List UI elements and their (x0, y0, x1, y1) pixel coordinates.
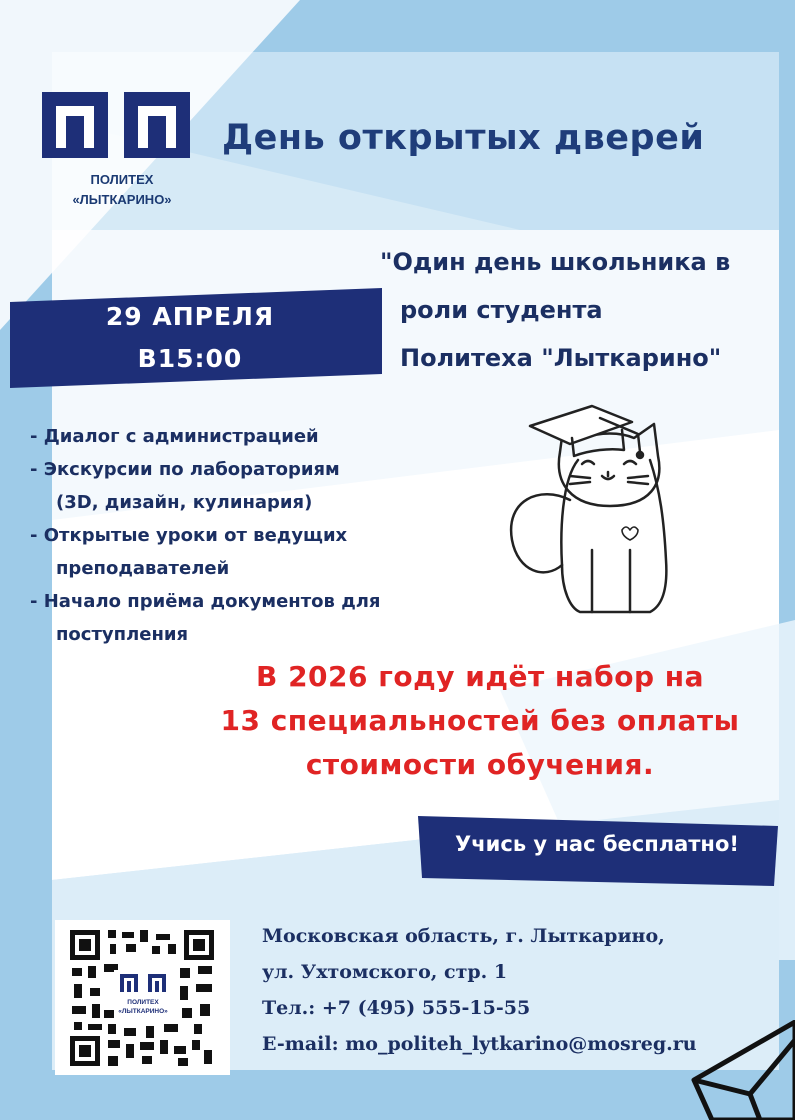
list-item: - Диалог с администрацией (30, 426, 319, 447)
quote-line1: "Один день школьника в (380, 248, 731, 276)
list-item: - Экскурсии по лабораториям (30, 459, 340, 480)
list-item: преподавателей (56, 558, 230, 579)
quote-line2: роли студента (400, 296, 603, 324)
graduation-cap-icon (530, 406, 643, 458)
event-day: 29 АПРЕЛЯ (105, 302, 275, 331)
address-line1: Московская область, г. Лыткарино, (262, 925, 665, 947)
list-item: - Начало приёма документов для (30, 591, 381, 612)
cube-decoration (690, 1020, 795, 1120)
qr-caption-line2: «ЛЫТКАРИНО» (118, 1008, 168, 1015)
quote-line3: Политеха "Лыткарино" (400, 344, 722, 372)
logo-caption (32, 170, 212, 210)
promo-line1: В 2026 году идёт набор на (255, 660, 704, 693)
event-date (70, 296, 310, 380)
list-item: поступления (56, 624, 189, 645)
cat-graduate-illustration (500, 400, 680, 620)
logo-caption-line1: ПОЛИТЕХ (90, 172, 154, 187)
list-item: - Открытые уроки от ведущих (30, 525, 348, 546)
phone-number: Тел.: +7 (495) 555-15-55 (262, 997, 531, 1019)
address-line2: ул. Ухтомского, стр. 1 (262, 961, 508, 983)
promo-line2: 13 специальностей без оплаты (220, 704, 740, 737)
event-time: В15:00 (137, 344, 243, 373)
cta-text: Учись у нас бесплатно! (455, 832, 739, 856)
feature-list (30, 420, 380, 651)
qr-code[interactable] (68, 928, 216, 1068)
list-item: (3D, дизайн, кулинария) (56, 492, 313, 513)
page-title: День открытых дверей (222, 118, 705, 158)
email-address: E-mail: mo_politeh_lytkarino@mosreg.ru (262, 1033, 697, 1055)
admission-promo (200, 655, 760, 787)
logo-mark-right (124, 92, 190, 158)
promo-line3: стоимости обучения. (305, 748, 655, 781)
logo-caption-line2: «ЛЫТКАРИНО» (72, 192, 172, 207)
college-logo (42, 92, 202, 217)
event-quote (380, 242, 730, 386)
contact-info (262, 918, 697, 1062)
qr-caption-line1: ПОЛИТЕХ (127, 999, 159, 1006)
logo-mark-left (42, 92, 108, 158)
